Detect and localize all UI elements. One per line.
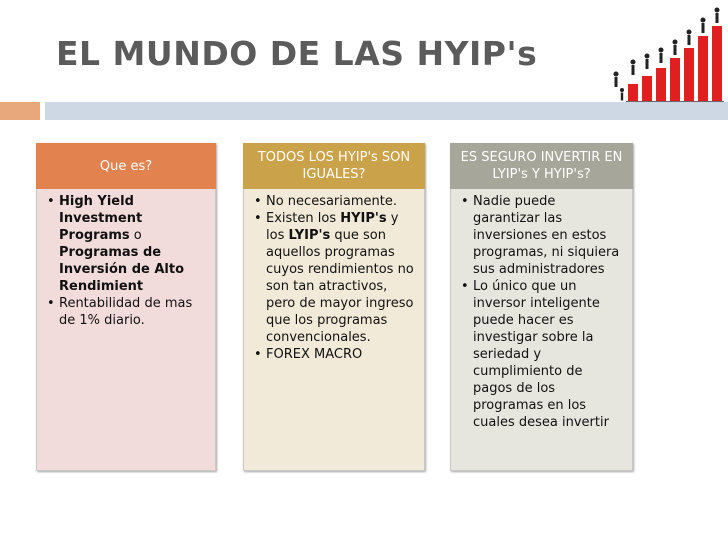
bullet-item: • No necesariamente. (254, 193, 416, 210)
column-header: ES SEGURO INVERTIR EN LYIP's Y HYIP's? (450, 143, 633, 189)
bullet-item: • Existen los HYIP's y los LYIP's que son aquellos programas cuyos rendimientos no son tan atractivos, pero de mayor ingreso que los programas convencionales. (254, 210, 416, 346)
bullet-item: • Lo único que un inversor inteligente puede hacer es investigar sobre la seriedad y cumplimiento de pagos de los programas en los cuales desea invertir (461, 278, 624, 431)
slide-title: EL MUNDO DE LAS HYIP's (56, 34, 538, 73)
column-body (243, 189, 425, 471)
bullet-item: • High Yield Investment Programs o Programas de Inversión de Alto Rendimient (47, 193, 207, 295)
bullet-list (451, 189, 632, 431)
column-que-es (36, 143, 216, 471)
accent-bar (45, 102, 728, 120)
title-rule (0, 102, 728, 120)
column-todos-iguales (243, 143, 425, 471)
bullet-item: • FOREX MACRO (254, 346, 416, 363)
column-header: Que es? (36, 143, 216, 189)
column-es-seguro (450, 143, 633, 471)
accent-square (0, 102, 40, 120)
column-body (450, 189, 633, 471)
bullet-item: • Rentabilidad de mas de 1% diario. (47, 295, 207, 329)
growth-bar-chart-people-icon (608, 4, 728, 108)
bullet-list (37, 189, 215, 329)
column-body (36, 189, 216, 471)
bullet-item: • Nadie puede garantizar las inversiones en estos programas, ni siquiera sus administradores (461, 193, 624, 278)
bullet-list (244, 189, 424, 363)
column-header: TODOS LOS HYIP's SON IGUALES? (243, 143, 425, 189)
